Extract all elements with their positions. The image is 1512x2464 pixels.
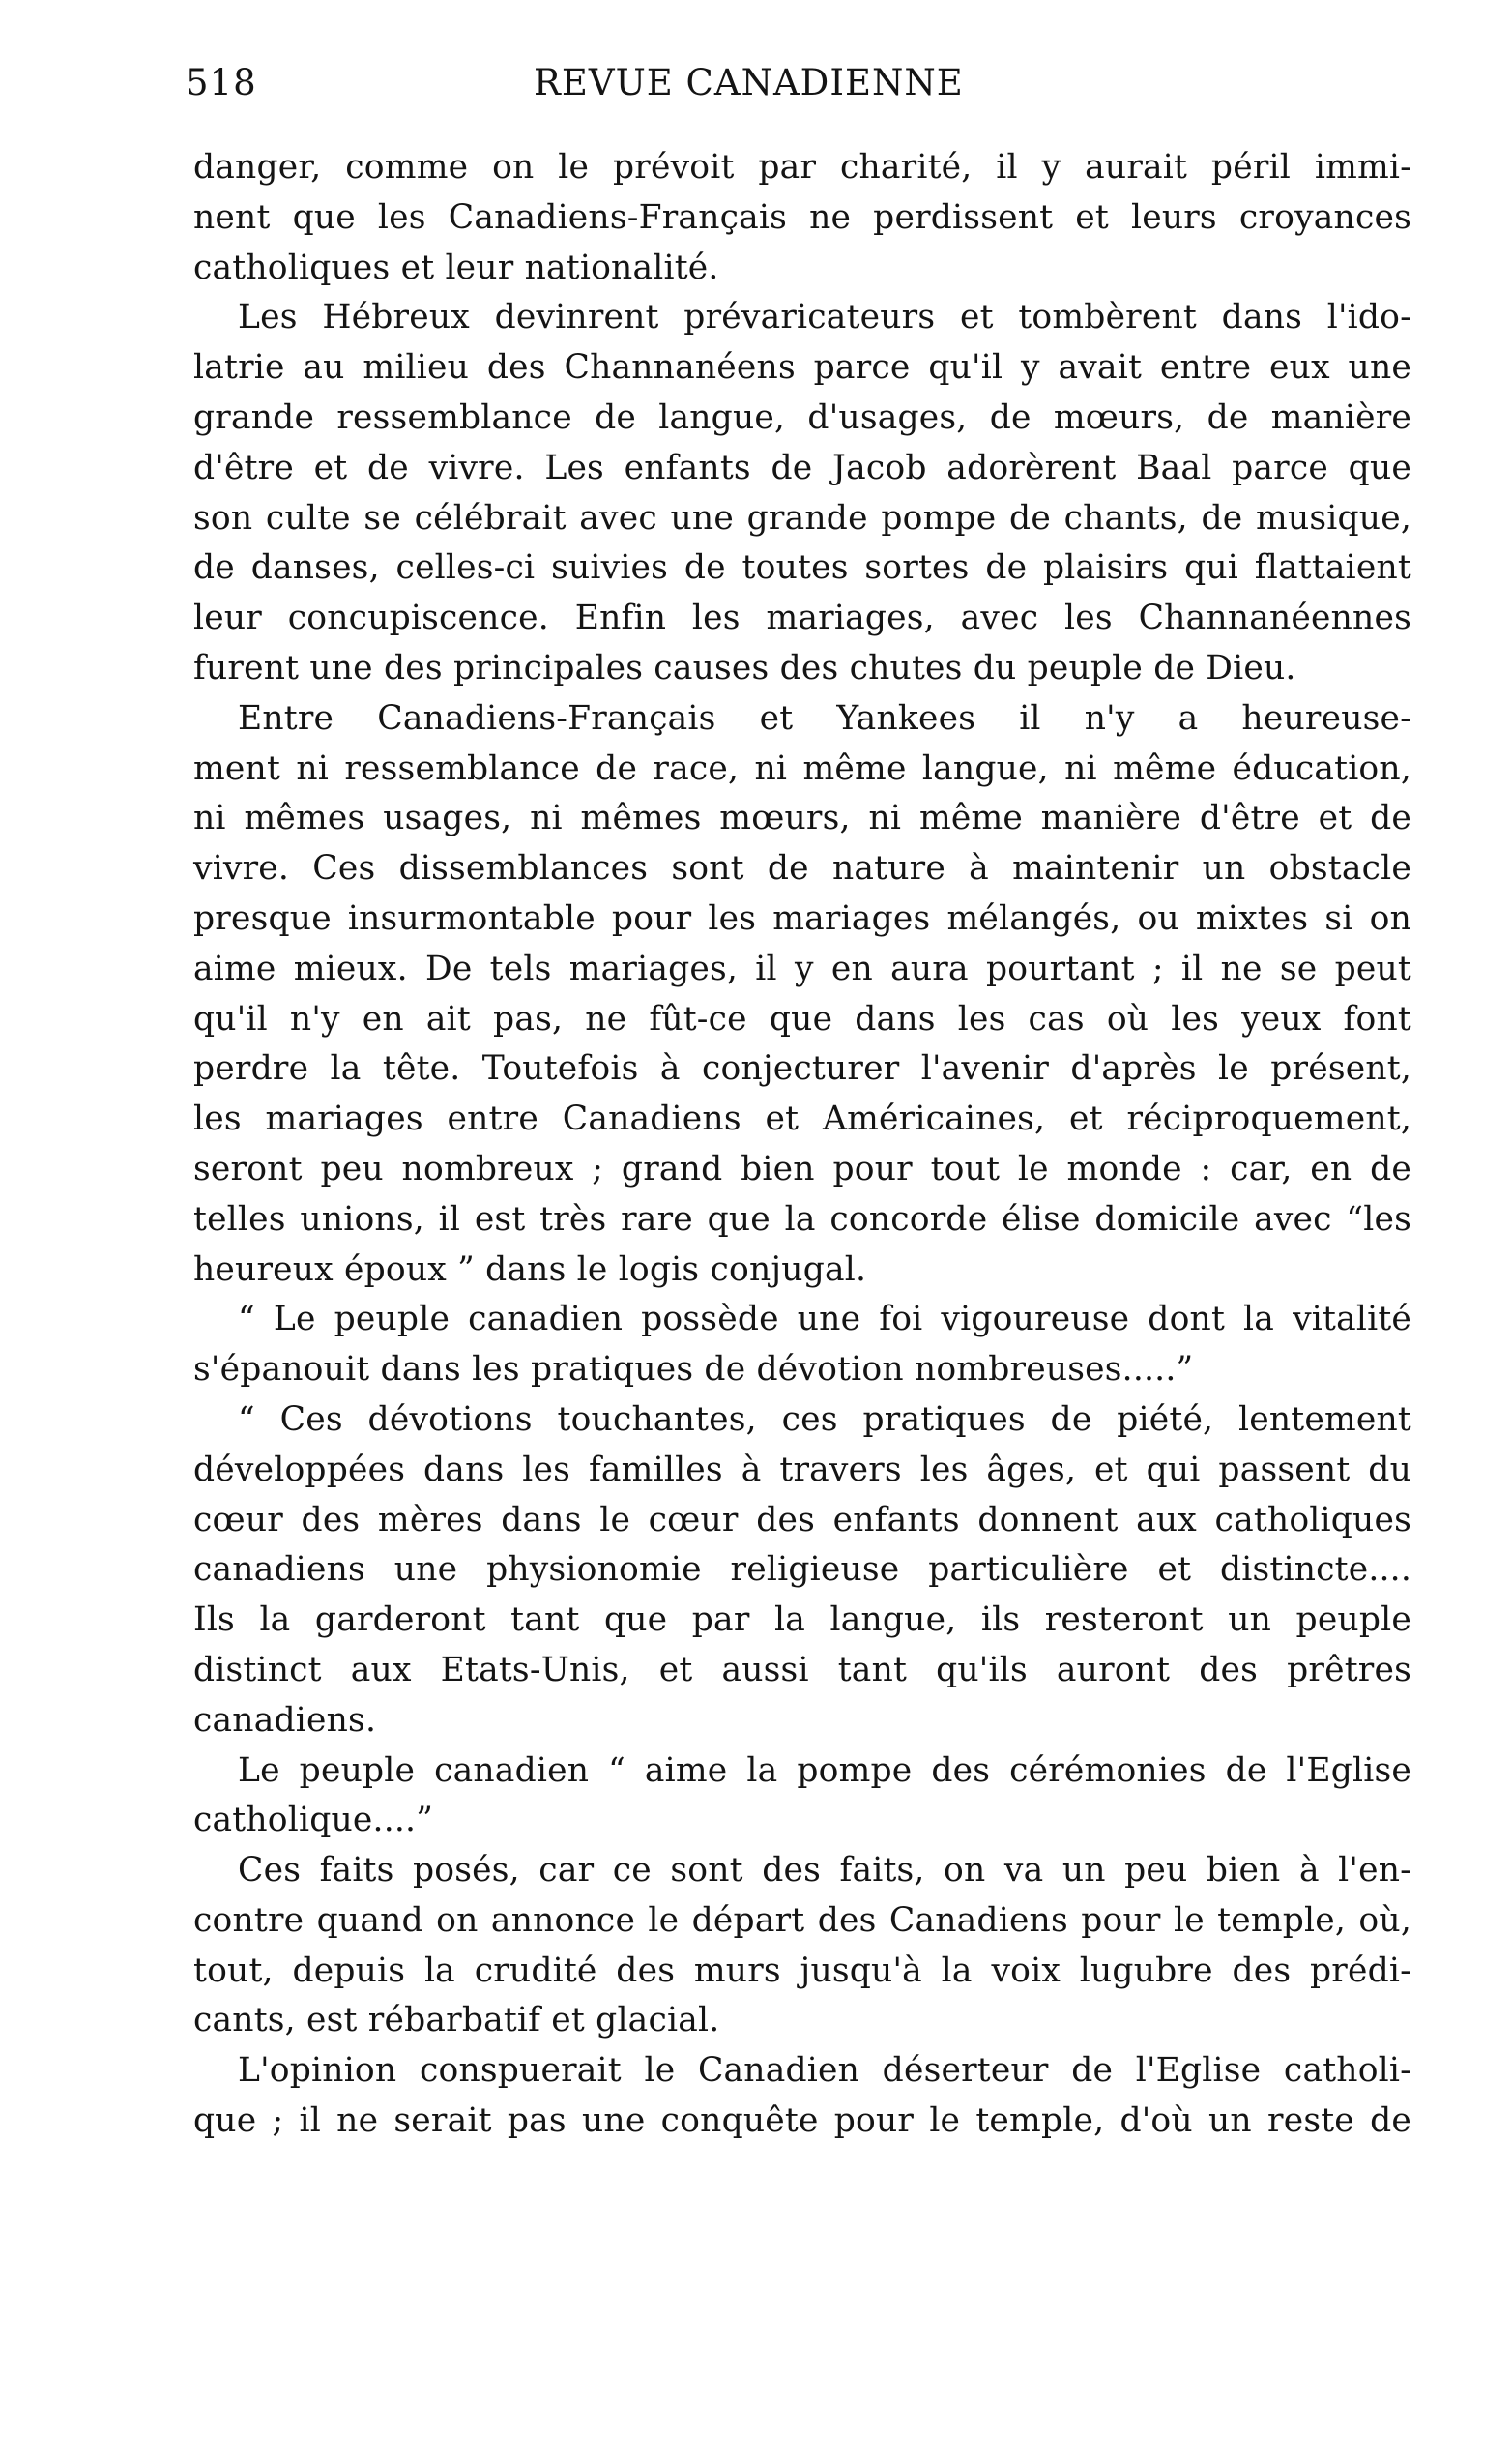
text-line: ni mêmes usages, ni mêmes mœurs, ni même manière d'être et de [193,799,1411,838]
paragraph [193,293,1411,693]
text-line: catholiques et leur nationalité. [193,248,719,287]
paragraph [193,694,1411,1296]
text-line: catholique....” [193,1801,434,1840]
text-line: contre quand on annonce le départ des Canadiens pour le temple, où, [193,1900,1411,1940]
text-line: les mariages entre Canadiens et Américaines, et réciproquement, [193,1100,1411,1139]
text-line: Le peuple canadien “ aime la pompe des cérémonies de l'Eglise [238,1750,1411,1790]
text-line: aime mieux. De tels mariages, il y en aura pourtant ; il ne se peut [193,949,1411,988]
text-line: que ; il ne serait pas une conquête pour le temple, d'où un reste de [193,2101,1411,2141]
text-line: développées dans les familles à travers les âges, et qui passent du [193,1450,1411,1489]
text-line: cants, est rébarbatif et glacial. [193,2001,720,2040]
running-title: REVUE CANADIENNE [534,62,964,103]
page-number: 518 [186,62,257,103]
text-line: Ils la garderont tant que par la langue, ils resteront un peuple [193,1600,1411,1640]
text-line: ment ni ressemblance de race, ni même langue, ni même éducation, [193,748,1411,788]
text-line: latrie au milieu des Channanéens parce qu'il y avait entre eux une [193,348,1411,388]
text-line: de danses, celles-ci suivies de toutes sortes de plaisirs qui flattaient [193,548,1411,588]
text-line: canadiens une physionomie religieuse particulière et distincte.... [193,1550,1411,1590]
paragraph [193,1746,1411,1847]
text-line: leur concupiscence. Enfin les mariages, avec les Channanéennes [193,599,1411,638]
paragraph [193,2046,1411,2147]
text-line: grande ressemblance de langue, d'usages, de mœurs, de manière [193,397,1411,437]
text-line: tout, depuis la crudité des murs jusqu'à la voix lugubre des prédi- [193,1951,1411,1990]
text-line: perdre la tête. Toutefois à conjecturer l'avenir d'après le présent, [193,1049,1411,1089]
text-line: son culte se célébrait avec une grande pompe de chants, de musique, [193,498,1411,538]
text-line: qu'il n'y en ait pas, ne fût-ce que dans les cas où les yeux font [193,999,1411,1039]
text-line: distinct aux Etats-Unis, et aussi tant qu'ils auront des prêtres [193,1650,1411,1689]
text-line: heureux époux ” dans le logis conjugal. [193,1249,867,1289]
text-line: L'opinion conspuerait le Canadien déserteur de l'Eglise catholi- [238,2051,1411,2091]
text-line: canadiens. [193,1700,377,1740]
text-line: danger, comme on le prévoit par charité, il y aurait péril immi- [193,148,1411,187]
text-line: presque insurmontable pour les mariages mélangés, ou mixtes si on [193,898,1411,938]
paragraph [193,1846,1411,2046]
text-line: Entre Canadiens-Français et Yankees il n'y a heureuse- [238,698,1411,738]
text-line: telles unions, il est très rare que la concorde élise domicile avec “les [193,1199,1411,1239]
text-line: “ Le peuple canadien possède une foi vigoureuse dont la vitalité [238,1300,1411,1339]
text-line: cœur des mères dans le cœur des enfants donnent aux catholiques [193,1500,1411,1540]
text-line: d'être et de vivre. Les enfants de Jacob adorèrent Baal parce que [193,448,1411,487]
paragraph [193,1295,1411,1395]
text-line: Ces faits posés, car ce sont des faits, on va un peu bien à l'en- [238,1851,1411,1891]
page-header [186,56,1413,114]
text-line: seront peu nombreux ; grand bien pour tout le monde : car, en de [193,1149,1411,1188]
text-line: Les Hébreux devinrent prévaricateurs et tombèrent dans l'ido- [238,298,1411,337]
body-text [193,143,1411,2147]
text-line: furent une des principales causes des chutes du peuple de Dieu. [193,648,1296,688]
paragraph [193,1395,1411,1746]
text-line: s'épanouit dans les pratiques de dévotion nombreuses.....” [193,1350,1194,1390]
paragraph [193,143,1411,293]
text-line: vivre. Ces dissemblances sont de nature à maintenir un obstacle [193,849,1411,889]
text-line: nent que les Canadiens-Français ne perdissent et leurs croyances [193,197,1411,237]
text-line: “ Ces dévotions touchantes, ces pratiques de piété, lentement [238,1399,1411,1439]
